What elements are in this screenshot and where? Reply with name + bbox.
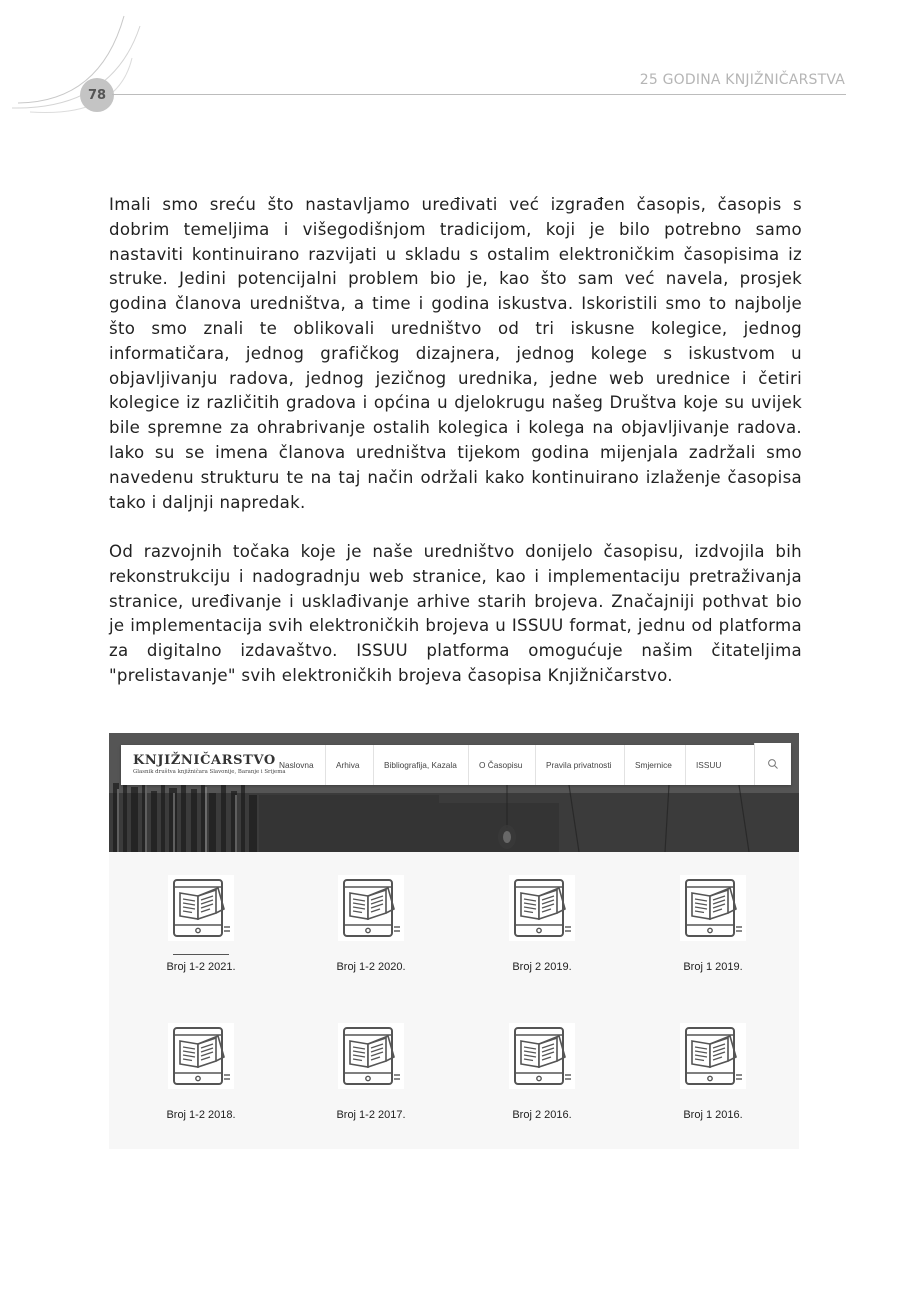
issue-card[interactable]: [301, 875, 441, 973]
nav-item-naslovna[interactable]: Naslovna: [279, 760, 314, 770]
issue-label: Broj 2 2019.: [512, 961, 572, 973]
decorative-arcs: [0, 0, 160, 140]
ebook-reader-icon: [338, 875, 404, 941]
issue-card[interactable]: [131, 1023, 271, 1121]
issue-label: Broj 1-2 2018.: [166, 1109, 236, 1121]
ebook-reader-icon: [680, 1023, 746, 1089]
site-navbar: [121, 745, 791, 785]
nav-item-arhiva[interactable]: Arhiva: [325, 745, 360, 785]
ebook-reader-icon: [509, 875, 575, 941]
body-paragraph-2: [109, 540, 802, 689]
nav-item-bibliografija[interactable]: Bibliografija, Kazala: [373, 745, 457, 785]
site-logo-title: KNJIŽNIČARSTVO: [133, 753, 276, 768]
ebook-reader-icon: [338, 1023, 404, 1089]
issue-card[interactable]: [301, 1023, 441, 1121]
header-rule: [112, 94, 846, 95]
issue-card[interactable]: [643, 1023, 783, 1121]
website-screenshot: [109, 733, 799, 1149]
issue-card[interactable]: [472, 875, 612, 973]
paragraph-text: Od razvojnih točaka koje je naše uredništvo donijelo časopisu, izdvojila bih rekonstrukciju i nadogradnju web stranice, kao i implementaciju pretraživanja stranice, uređivanje i usklađivanje arhive starih brojeva. Značajniji pothvat bio je implementacija svih elektroničkih brojeva u ISSUU format, jednu od platforma za digitalno izdavaštvo. ISSUU platforma omogućuje našim čitateljima "prelistavanje" svih elektroničkih brojeva časopisa Knjižničarstvo.: [109, 542, 802, 685]
page-number: 78: [80, 78, 114, 112]
issue-label: Broj 1-2 2020.: [336, 961, 406, 973]
site-logo[interactable]: [133, 753, 286, 775]
nav-item-pravila-privatnosti[interactable]: Pravila privatnosti: [535, 745, 611, 785]
active-issue-underline: [173, 954, 229, 955]
issue-label: Broj 1-2 2021.: [166, 961, 236, 973]
hero-bookshelf-image: [109, 733, 799, 852]
ebook-reader-icon: [168, 1023, 234, 1089]
search-icon: [767, 758, 779, 770]
nav-item-issuu[interactable]: ISSUU: [685, 745, 721, 785]
issue-card[interactable]: [472, 1023, 612, 1121]
site-logo-subtitle: Glasnik društva knjižničara Slavonije, Baranje i Srijema: [133, 769, 286, 775]
search-button[interactable]: [754, 743, 791, 785]
body-paragraph-1: [109, 193, 802, 515]
issue-card[interactable]: [643, 875, 783, 973]
issue-card[interactable]: [131, 875, 271, 973]
paragraph-text: Imali smo sreću što nastavljamo uređivati već izgrađen časopis, časopis s dobrim temeljima i višegodišnjom tradicijom, koji je bilo potrebno samo nastaviti kontinuirano razvijati u skladu s ostalim elektroničkim časopisima iz struke. Jedini potencijalni problem bio je, kao što sam već navela, prosjek godina članova uredništva, a time i godina iskustva. Iskoristili smo to najbolje što smo znali te oblikovali uredništvo od tri iskusne kolegice, jednog informatičara, jednog grafičkog dizajnera, jednog kolege s iskustvom u objavljivanju radova, jednog jezičnog urednika, jedne web urednice i četiri kolegice iz različitih gradova i općina u djelokrugu našeg Društva koje su uvijek bile spremne za ohrabrivanje ostalih kolegica i kolega na objavljivanje radova. Iako su se imena članova uredništva tijekom godina mijenjala zadržali smo navedenu strukturu te na taj način održali kako kontinuirano izlaženje časopisa tako i daljnji napredak.: [109, 195, 802, 512]
ebook-reader-icon: [680, 875, 746, 941]
ebook-reader-icon: [168, 875, 234, 941]
issue-label: Broj 1 2019.: [683, 961, 743, 973]
issue-label: Broj 1-2 2017.: [336, 1109, 406, 1121]
ebook-reader-icon: [509, 1023, 575, 1089]
issue-label: Broj 1 2016.: [683, 1109, 743, 1121]
nav-item-smjernice[interactable]: Smjernice: [624, 745, 672, 785]
nav-item-o-casopisu[interactable]: O Časopisu: [468, 745, 522, 785]
issue-label: Broj 2 2016.: [512, 1109, 572, 1121]
running-title: 25 GODINA KNJIŽNIČARSTVA: [639, 72, 845, 88]
